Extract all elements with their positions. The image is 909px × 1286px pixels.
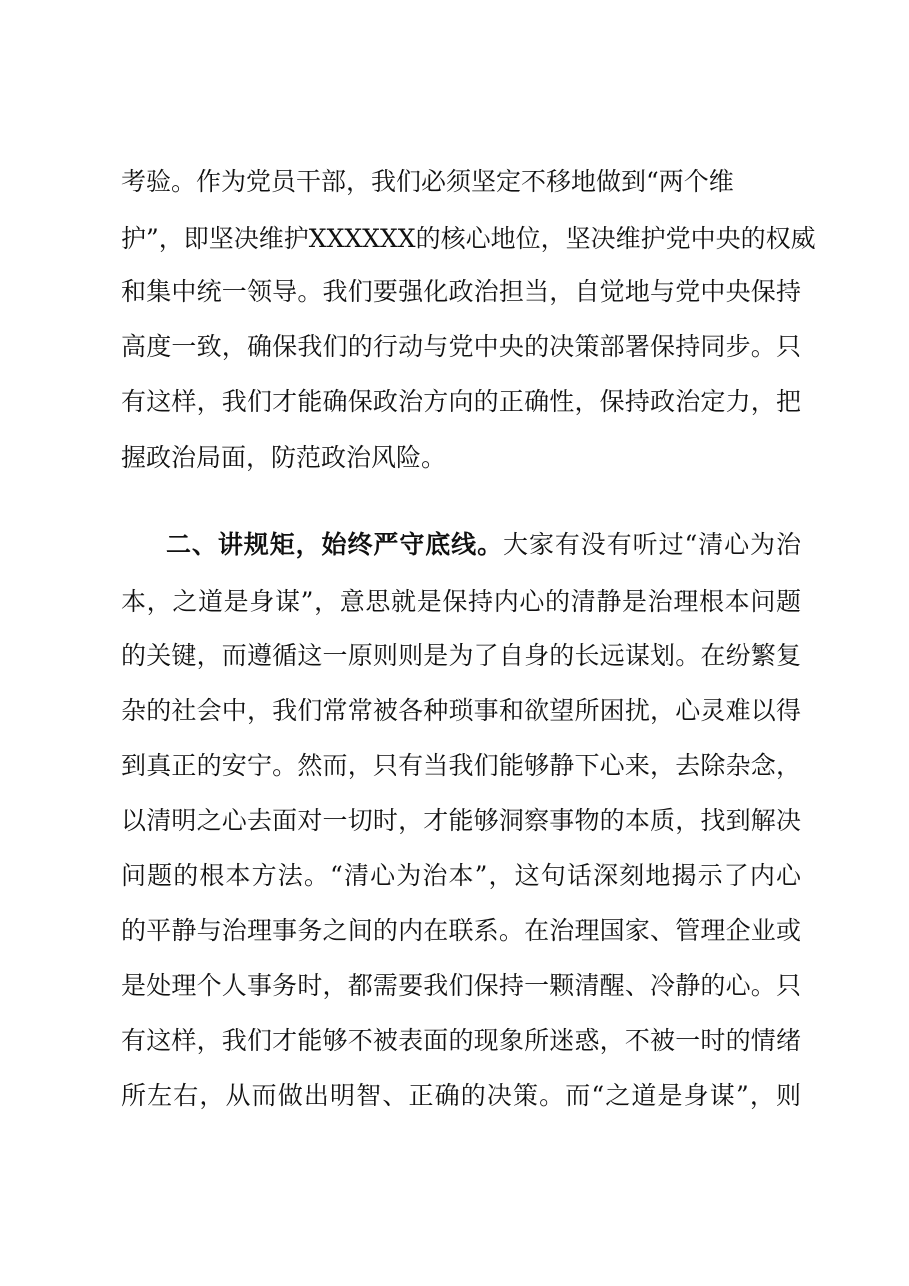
text-line-16: 有这样，我们才能够不被表面的现象所迷惑，不被一时的情绪 [121,1026,801,1055]
text-line-9: 的关键，而遵循这一原则则是为了自身的长远谋划。在纷繁复 [121,641,801,670]
text-line-17: 所左右，从而做出明智、正确的决策。而“之道是身谋”，则 [121,1081,801,1110]
section-heading-tail: 大家有没有听过“清心为治 [503,530,801,559]
text-line-2: 护”，即坚决维护XXXXXX的核心地位，坚决维护党中央的权威 [121,224,816,253]
section-heading: 二、讲规矩，始终严守底线。 [166,530,504,559]
text-line-5: 有这样，我们才能确保政治方向的正确性，保持政治定力，把 [121,387,801,416]
text-line-14: 的平静与治理事务之间的内在联系。在治理国家、管理企业或 [121,916,801,945]
text-line-12: 以清明之心去面对一切时，才能够洞察事物的本质，找到解决 [121,806,801,835]
text-line-11: 到真正的安宁。然而，只有当我们能够静下心来，去除杂念， [121,751,801,780]
text-line-4: 高度一致，确保我们的行动与党中央的决策部署保持同步。只 [121,332,801,361]
text-line-13: 问题的根本方法。“清心为治本”，这句话深刻地揭示了内心 [121,861,801,890]
text-line-10: 杂的社会中，我们常常被各种琐事和欲望所困扰，心灵难以得 [121,696,801,725]
text-line-3: 和集中统一领导。我们要强化政治担当，自觉地与党中央保持 [121,277,801,306]
text-line-8: 本，之道是身谋”，意思就是保持内心的清静是治理根本问题 [121,587,801,616]
section-heading-line [166,525,801,565]
text-line-6: 握政治局面，防范政治风险。 [121,443,447,472]
text-line-15: 是处理个人事务时，都需要我们保持一颗清醒、冷静的心。只 [121,971,801,1000]
text-line-1: 考验。作为党员干部，我们必须坚定不移地做到“两个维 [121,167,734,196]
